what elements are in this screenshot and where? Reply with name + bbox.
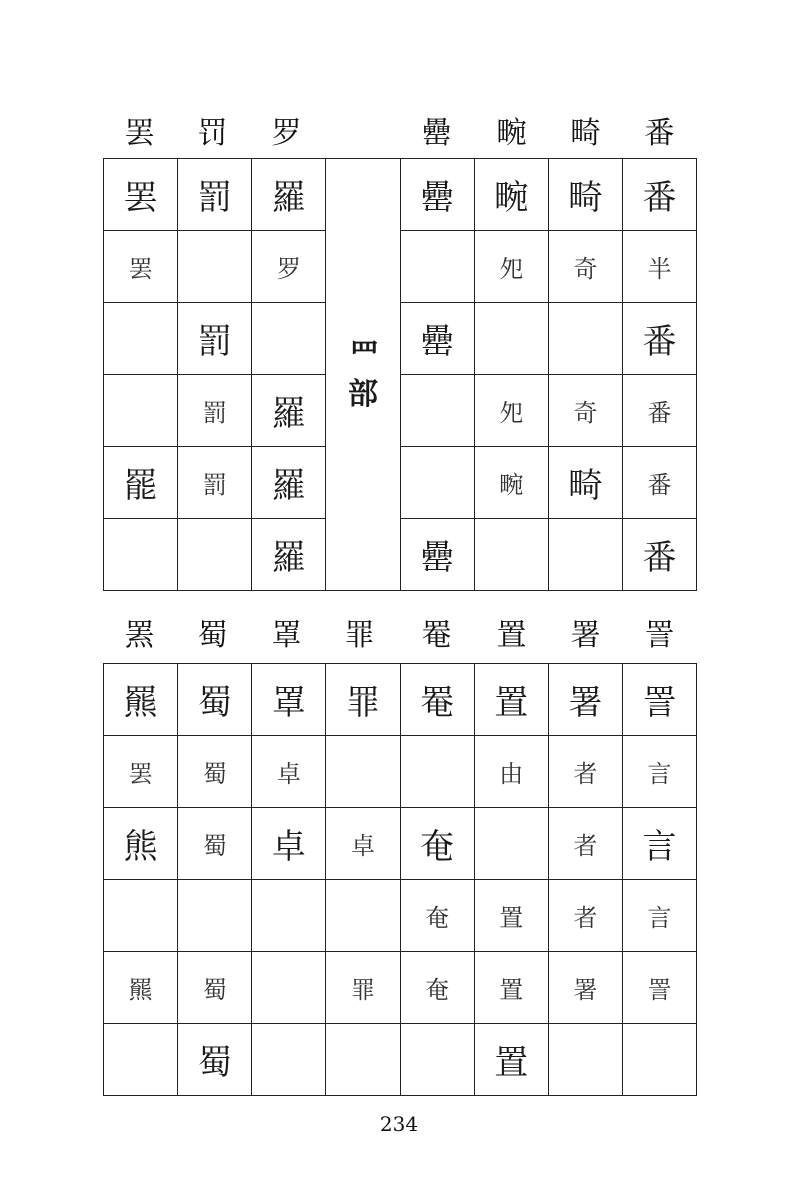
table-row xyxy=(104,1024,697,1096)
glyph-cell xyxy=(474,519,548,591)
glyph-cell xyxy=(326,1024,400,1096)
glyph-cell: 罰 xyxy=(178,303,252,375)
glyph-cell xyxy=(474,808,548,880)
glyph-cell: 卓 xyxy=(252,808,326,880)
table-row xyxy=(104,808,697,880)
glyph-cell: 詈 xyxy=(622,952,696,1024)
glyph-cell: 者 xyxy=(548,880,622,952)
table-row xyxy=(104,736,697,808)
glyph-cell: 罍 xyxy=(400,303,474,375)
header-char: 罢 xyxy=(124,116,155,151)
glyph-cell xyxy=(252,952,326,1024)
glyph-cell: 罗 xyxy=(252,231,326,303)
header-char: 罩 xyxy=(271,618,302,653)
glyph-cell: 奇 xyxy=(548,375,622,447)
glyph-cell xyxy=(104,303,178,375)
glyph-cell: 奄 xyxy=(400,880,474,952)
table-row xyxy=(104,303,697,375)
table-row xyxy=(104,159,697,231)
glyph-cell xyxy=(104,519,178,591)
glyph-cell: 番 xyxy=(622,303,696,375)
glyph-cell: 罢 xyxy=(104,231,178,303)
header-char: 罨 xyxy=(421,618,452,653)
glyph-cell: 畹 xyxy=(474,159,548,231)
glyph-cell xyxy=(252,303,326,375)
glyph-cell: 者 xyxy=(548,808,622,880)
glyph-cell xyxy=(400,375,474,447)
glyph-cell xyxy=(252,1024,326,1096)
header-char: 置 xyxy=(496,618,527,653)
glyph-cell: 羅 xyxy=(252,519,326,591)
glyph-cell: 置 xyxy=(474,664,548,736)
radical-word: 部 xyxy=(347,376,378,412)
glyph-cell: 者 xyxy=(548,736,622,808)
glyph-cell: 番 xyxy=(622,519,696,591)
glyph-cell: 番 xyxy=(622,159,696,231)
glyph-cell xyxy=(104,880,178,952)
header-row-bottom xyxy=(103,614,697,658)
header-char: 蜀 xyxy=(197,618,228,653)
glyph-cell: 半 xyxy=(622,231,696,303)
glyph-cell: 言 xyxy=(622,736,696,808)
glyph-cell: 罢 xyxy=(104,159,178,231)
glyph-cell: 羅 xyxy=(252,375,326,447)
glyph-cell xyxy=(178,231,252,303)
glyph-cell: 罰 xyxy=(178,159,252,231)
header-char: 罍 xyxy=(421,116,452,151)
glyph-cell: 罍 xyxy=(400,519,474,591)
glyph-cell xyxy=(326,736,400,808)
table-row xyxy=(104,952,697,1024)
glyph-cell xyxy=(326,880,400,952)
glyph-cell: 蜀 xyxy=(178,808,252,880)
header-char: 畸 xyxy=(570,116,601,151)
table-row xyxy=(104,880,697,952)
header-char: 罚 xyxy=(197,116,228,151)
glyph-cell: 畹 xyxy=(474,447,548,519)
header-char: 罪 xyxy=(344,618,375,653)
table-row xyxy=(104,519,697,591)
page-number: 234 xyxy=(379,1112,419,1136)
glyph-cell: 奄 xyxy=(400,952,474,1024)
glyph-cell xyxy=(548,303,622,375)
glyph-cell xyxy=(400,231,474,303)
glyph-cell xyxy=(104,375,178,447)
header-char: 畹 xyxy=(496,116,527,151)
glyph-cell: 熊 xyxy=(104,808,178,880)
glyph-cell: 夗 xyxy=(474,375,548,447)
radical-label xyxy=(326,159,400,591)
table-row xyxy=(104,447,697,519)
glyph-cell: 罍 xyxy=(400,159,474,231)
glyph-cell: 罨 xyxy=(400,664,474,736)
glyph-cell: 卓 xyxy=(326,808,400,880)
glyph-cell xyxy=(104,1024,178,1096)
glyph-cell xyxy=(622,1024,696,1096)
glyph-cell: 夗 xyxy=(474,231,548,303)
table-row xyxy=(104,375,697,447)
glyph-cell: 置 xyxy=(474,1024,548,1096)
header-char: 罴 xyxy=(124,618,155,653)
glyph-cell: 蜀 xyxy=(178,664,252,736)
header-row-top xyxy=(103,112,697,156)
header-char: 番 xyxy=(644,116,675,151)
glyph-cell: 羅 xyxy=(252,447,326,519)
glyph-cell: 番 xyxy=(622,447,696,519)
glyph-cell xyxy=(548,1024,622,1096)
header-char: 詈 xyxy=(644,618,675,653)
glyph-cell: 置 xyxy=(474,880,548,952)
glyph-cell: 羅 xyxy=(252,159,326,231)
glyph-cell: 罷 xyxy=(104,447,178,519)
glyph-cell xyxy=(400,447,474,519)
glyph-cell: 置 xyxy=(474,952,548,1024)
glyph-cell: 奄 xyxy=(400,808,474,880)
glyph-cell: 畸 xyxy=(548,159,622,231)
glyph-cell xyxy=(474,303,548,375)
glyph-cell: 卓 xyxy=(252,736,326,808)
glyph-cell: 罢 xyxy=(104,736,178,808)
header-char: 罗 xyxy=(271,116,302,151)
glyph-cell xyxy=(178,880,252,952)
glyph-cell: 蜀 xyxy=(178,952,252,1024)
table-row xyxy=(104,664,697,736)
radical-symbol: 罒 xyxy=(348,337,377,373)
glyph-cell: 罪 xyxy=(326,664,400,736)
glyph-cell: 由 xyxy=(474,736,548,808)
glyph-cell xyxy=(400,1024,474,1096)
glyph-cell: 蜀 xyxy=(178,1024,252,1096)
glyph-cell: 罪 xyxy=(326,952,400,1024)
glyph-cell: 畸 xyxy=(548,447,622,519)
glyph-cell: 蜀 xyxy=(178,736,252,808)
glyph-cell: 罰 xyxy=(178,375,252,447)
glyph-cell: 署 xyxy=(548,952,622,1024)
glyph-cell: 詈 xyxy=(622,664,696,736)
glyph-cell: 言 xyxy=(622,880,696,952)
glyph-cell: 署 xyxy=(548,664,622,736)
glyph-table-top xyxy=(103,158,697,591)
glyph-cell xyxy=(178,519,252,591)
glyph-cell xyxy=(400,736,474,808)
header-char: 署 xyxy=(570,618,601,653)
glyph-cell: 奇 xyxy=(548,231,622,303)
glyph-cell: 罩 xyxy=(252,664,326,736)
table-row xyxy=(104,231,697,303)
glyph-cell: 番 xyxy=(622,375,696,447)
glyph-cell: 羆 xyxy=(104,664,178,736)
glyph-cell xyxy=(252,880,326,952)
glyph-cell: 言 xyxy=(622,808,696,880)
glyph-cell: 羆 xyxy=(104,952,178,1024)
glyph-cell xyxy=(548,519,622,591)
glyph-cell: 罰 xyxy=(178,447,252,519)
glyph-table-bottom xyxy=(103,663,697,1096)
